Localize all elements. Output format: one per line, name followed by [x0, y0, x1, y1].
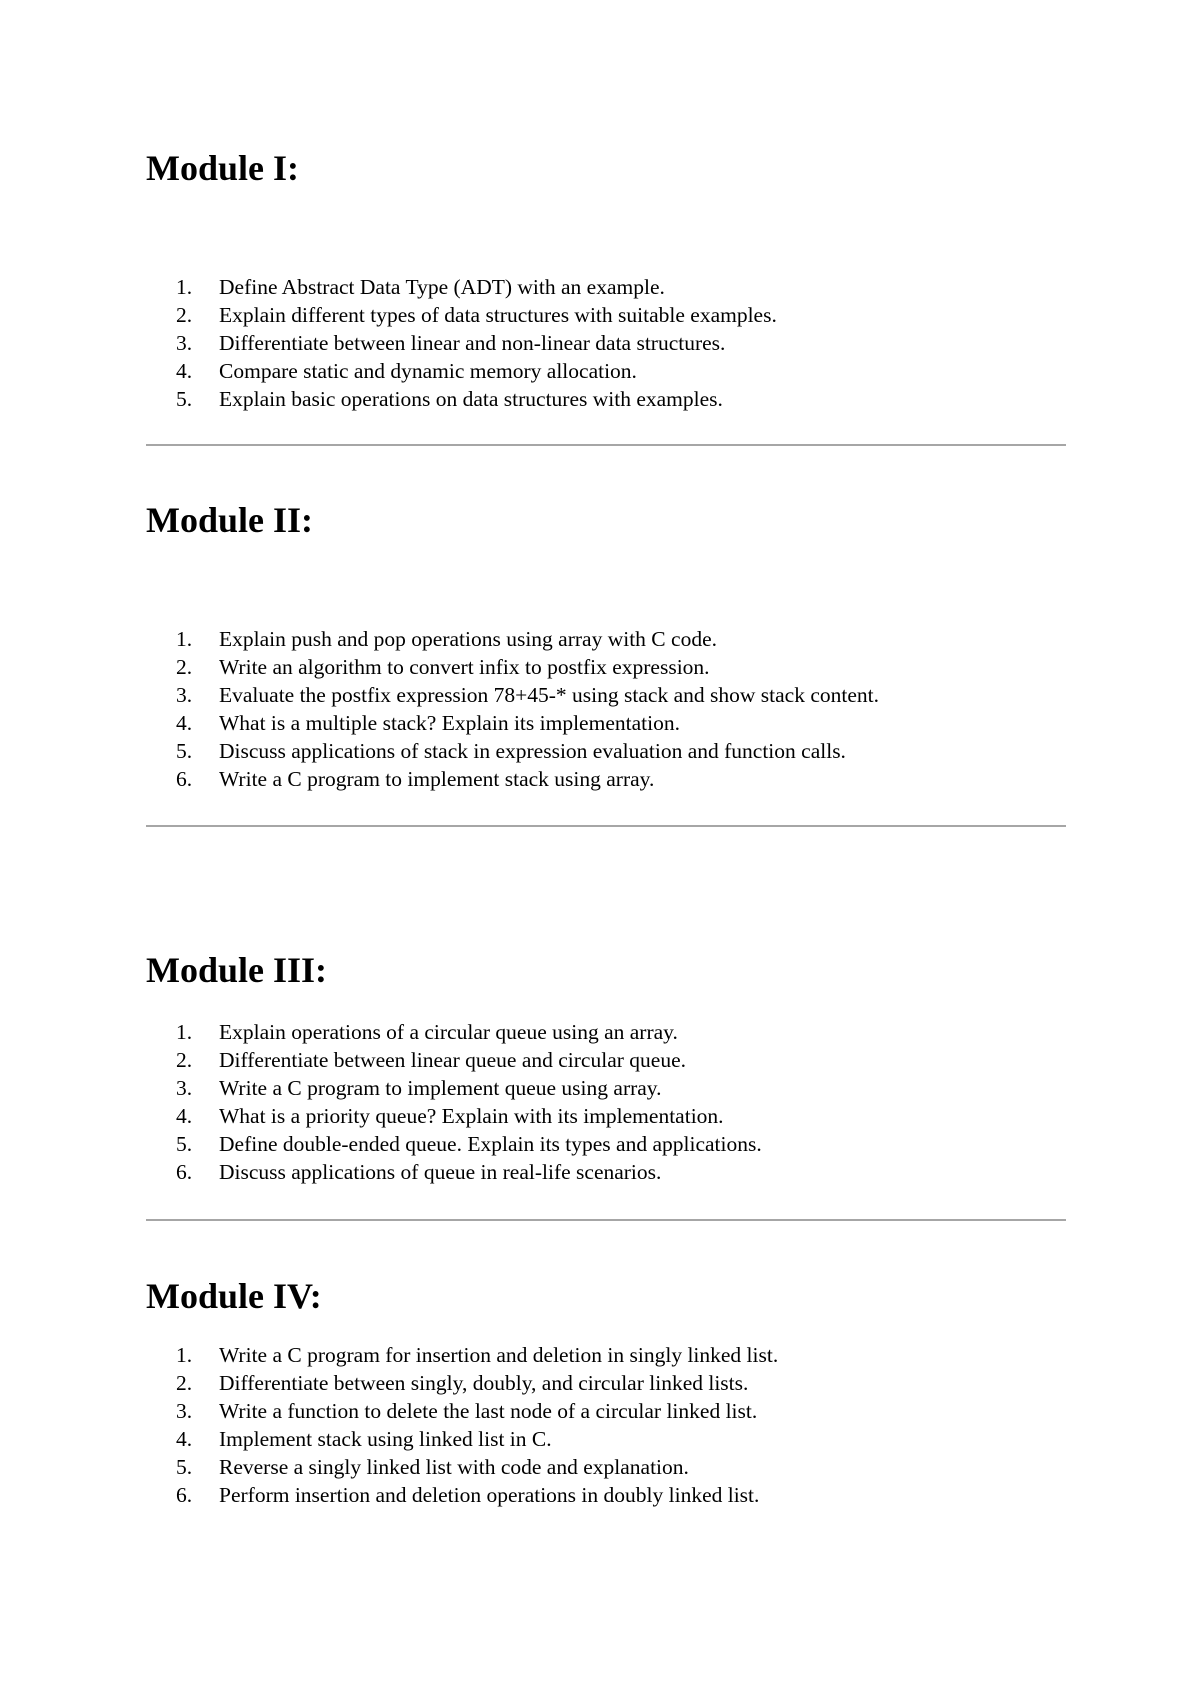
- question-item: [146, 765, 879, 793]
- module-1-question-list: [146, 273, 777, 413]
- question-number: 3.: [176, 331, 193, 355]
- question-text: What is a priority queue? Explain with its implementation.: [219, 1104, 724, 1128]
- question-number: 3.: [176, 1076, 193, 1100]
- question-text: Define Abstract Data Type (ADT) with an example.: [219, 275, 665, 299]
- question-text: Discuss applications of queue in real-life scenarios.: [219, 1160, 662, 1184]
- question-text: Write a C program for insertion and deletion in singly linked list.: [219, 1343, 779, 1367]
- question-number: 5.: [176, 739, 193, 763]
- question-number: 6.: [176, 767, 193, 791]
- question-number: 2.: [176, 1371, 193, 1395]
- question-item: [146, 1341, 778, 1369]
- module-4-section: [146, 1276, 1066, 1507]
- section-divider: [146, 1219, 1066, 1221]
- question-text: Discuss applications of stack in expression evaluation and function calls.: [219, 739, 846, 763]
- question-text: Evaluate the postfix expression 78+45-* using stack and show stack content.: [219, 683, 879, 707]
- module-3-section: [146, 950, 1066, 1184]
- question-item: [146, 1046, 762, 1074]
- question-item: [146, 709, 879, 737]
- question-text: Explain push and pop operations using array with C code.: [219, 627, 717, 651]
- question-item: [146, 273, 777, 301]
- question-text: Write a C program to implement stack using array.: [219, 767, 655, 791]
- question-text: Compare static and dynamic memory allocation.: [219, 359, 637, 383]
- question-number: 2.: [176, 655, 193, 679]
- question-text: Differentiate between singly, doubly, and circular linked lists.: [219, 1371, 749, 1395]
- question-item: [146, 1158, 762, 1186]
- module-2-question-list: [146, 625, 879, 793]
- question-item: [146, 1397, 778, 1425]
- question-item: [146, 681, 879, 709]
- question-number: 5.: [176, 387, 193, 411]
- question-text: What is a multiple stack? Explain its implementation.: [219, 711, 680, 735]
- question-number: 4.: [176, 711, 193, 735]
- question-number: 5.: [176, 1455, 193, 1479]
- module-3-question-list: [146, 1018, 762, 1186]
- question-item: [146, 1425, 778, 1453]
- question-item: [146, 1130, 762, 1158]
- question-item: [146, 1453, 778, 1481]
- question-number: 5.: [176, 1132, 193, 1156]
- section-divider: [146, 444, 1066, 446]
- question-item: [146, 737, 879, 765]
- question-text: Explain different types of data structures with suitable examples.: [219, 303, 777, 327]
- question-number: 4.: [176, 1427, 193, 1451]
- question-text: Differentiate between linear and non-linear data structures.: [219, 331, 726, 355]
- question-item: [146, 329, 777, 357]
- question-item: [146, 1074, 762, 1102]
- module-3-heading: Module III:: [146, 950, 328, 990]
- question-item: [146, 1369, 778, 1397]
- question-number: 3.: [176, 1399, 193, 1423]
- question-number: 1.: [176, 275, 193, 299]
- question-number: 6.: [176, 1160, 193, 1184]
- question-text: Differentiate between linear queue and circular queue.: [219, 1048, 686, 1072]
- question-text: Define double-ended queue. Explain its types and applications.: [219, 1132, 762, 1156]
- question-text: Write a function to delete the last node of a circular linked list.: [219, 1399, 758, 1423]
- section-divider: [146, 825, 1066, 827]
- question-item: [146, 1018, 762, 1046]
- question-number: 1.: [176, 627, 193, 651]
- question-number: 3.: [176, 683, 193, 707]
- question-text: Reverse a singly linked list with code and explanation.: [219, 1455, 689, 1479]
- module-1-section: [146, 148, 1066, 411]
- module-4-heading: Module IV:: [146, 1276, 322, 1316]
- module-4-question-list: [146, 1341, 778, 1509]
- module-2-heading: Module II:: [146, 500, 314, 540]
- question-item: [146, 1481, 778, 1509]
- question-item: [146, 301, 777, 329]
- question-item: [146, 653, 879, 681]
- question-number: 1.: [176, 1020, 193, 1044]
- question-number: 6.: [176, 1483, 193, 1507]
- question-item: [146, 385, 777, 413]
- question-number: 4.: [176, 359, 193, 383]
- question-item: [146, 625, 879, 653]
- question-number: 4.: [176, 1104, 193, 1128]
- question-item: [146, 1102, 762, 1130]
- question-item: [146, 357, 777, 385]
- question-number: 1.: [176, 1343, 193, 1367]
- question-number: 2.: [176, 303, 193, 327]
- question-text: Explain operations of a circular queue using an array.: [219, 1020, 678, 1044]
- question-text: Write an algorithm to convert infix to postfix expression.: [219, 655, 710, 679]
- question-text: Write a C program to implement queue using array.: [219, 1076, 662, 1100]
- question-number: 2.: [176, 1048, 193, 1072]
- question-text: Explain basic operations on data structures with examples.: [219, 387, 723, 411]
- module-2-section: [146, 500, 1066, 791]
- module-1-heading: Module I:: [146, 148, 299, 188]
- question-text: Implement stack using linked list in C.: [219, 1427, 552, 1451]
- question-text: Perform insertion and deletion operations in doubly linked list.: [219, 1483, 760, 1507]
